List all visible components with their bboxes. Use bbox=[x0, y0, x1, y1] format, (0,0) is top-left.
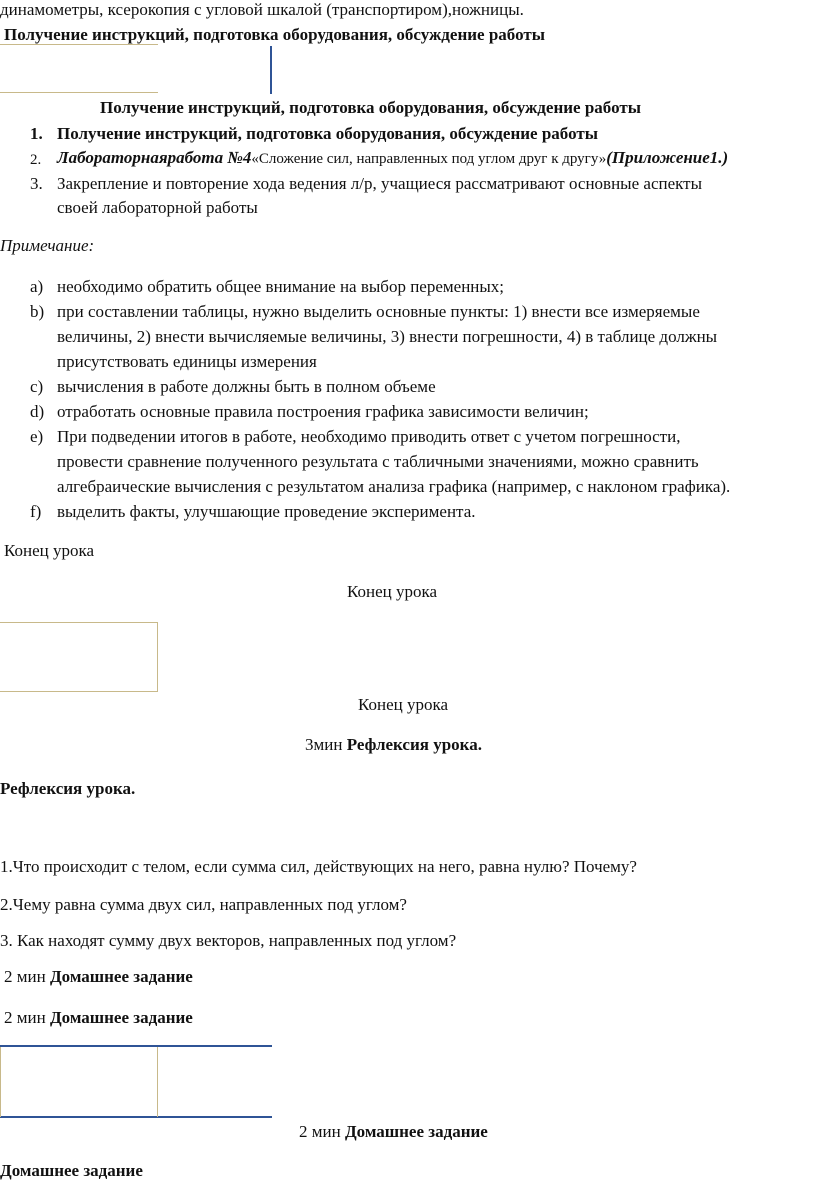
table-line-top bbox=[0, 44, 158, 45]
note-b-line-3: присутствовать единицы измерения bbox=[57, 352, 317, 371]
question-3: 3. Как находят сумму двух векторов, направленных под углом? bbox=[0, 931, 457, 950]
list-number-3: 3. bbox=[30, 174, 43, 193]
end-lesson-row-1 bbox=[4, 541, 94, 562]
table-bottom-line bbox=[0, 1116, 272, 1118]
note-letter-c: c) bbox=[30, 377, 44, 396]
note-letter-e: e) bbox=[30, 427, 44, 446]
reflection-title: Рефлексия урока. bbox=[346, 735, 482, 754]
table-top-line bbox=[0, 1045, 272, 1047]
note-a-line-1: необходимо обратить общее внимание на выбор переменных; bbox=[57, 277, 505, 296]
table-left-line bbox=[0, 1047, 1, 1117]
question-2: 2.Чему равна сумма двух сил, направленных под углом? bbox=[0, 895, 407, 914]
end-lesson-row-2 bbox=[347, 582, 437, 603]
note-b-line-2: величины, 2) внести вычисляемые величины, 3) внести погрешности, 4) в таблице должны bbox=[57, 327, 718, 346]
table-mid-line bbox=[157, 1047, 158, 1117]
note-f-line-1: выделить факты, улучшающие проведение эксперимента. bbox=[57, 502, 476, 521]
homework-row-2 bbox=[4, 1008, 193, 1029]
end-lesson-2: Конец урока bbox=[347, 582, 438, 601]
note-label: Примечание: bbox=[0, 236, 95, 255]
note-c-line-1: вычисления в работе должны быть в полном объеме bbox=[57, 377, 436, 396]
heading-1: Получение инструкций, подготовка оборудования, обсуждение работы bbox=[4, 25, 545, 44]
homework-row-3 bbox=[299, 1122, 488, 1143]
note-letter-b: b) bbox=[30, 302, 45, 321]
lab-work-topic: «Сложение сил, направленных под углом друг к другу» bbox=[251, 151, 607, 167]
appendix-ref: (Приложение1.) bbox=[606, 148, 729, 167]
note-letter-d: d) bbox=[30, 402, 45, 421]
heading-2: Получение инструкций, подготовка оборудования, обсуждение работы bbox=[100, 98, 641, 117]
table-cell bbox=[0, 622, 158, 692]
list-item-1: Получение инструкций, подготовка оборудования, обсуждение работы bbox=[57, 124, 598, 143]
table-line-vertical bbox=[270, 46, 272, 94]
top-line: динамометры, ксерокопия с угловой шкалой (транспортиром),ножницы. bbox=[0, 0, 524, 19]
heading-row-2 bbox=[100, 98, 641, 119]
list-number-1: 1. bbox=[30, 124, 43, 143]
note-letter-a: a) bbox=[30, 277, 44, 296]
reflection-time: 3мин bbox=[305, 735, 343, 754]
homework-title-3: Домашнее задание bbox=[344, 1122, 488, 1141]
homework-time-2: 2 мин bbox=[4, 1008, 46, 1027]
list-item-3-line-2: своей лабораторной работы bbox=[57, 198, 258, 217]
end-lesson-3: Конец урока bbox=[358, 695, 449, 714]
note-e-line-1: При подведении итогов в работе, необходимо приводить ответ с учетом погрешности, bbox=[57, 427, 681, 446]
note-e-line-2: провести сравнение полученного результата с табличными значениями, можно сравнить bbox=[57, 452, 699, 471]
reflection-row bbox=[305, 735, 482, 756]
homework-row-1 bbox=[4, 967, 193, 988]
note-d-line-1: отработать основные правила построения графика зависимости величин; bbox=[57, 402, 589, 421]
end-lesson-1: Конец урока bbox=[4, 541, 95, 560]
note-e-line-3: алгебраические вычисления с результатом анализа графика (например, с наклоном графика). bbox=[57, 477, 731, 496]
list-item-3-line-1: Закрепление и повторение хода ведения л/р, учащиеся рассматривают основные аспекты bbox=[57, 174, 703, 193]
note-b-line-1: при составлении таблицы, нужно выделить основные пункты: 1) внести все измеряемые bbox=[57, 302, 700, 321]
lab-work-title: Лабораторнаяработа №4 bbox=[57, 148, 252, 167]
heading-row-1 bbox=[4, 25, 545, 46]
homework-title-1: Домашнее задание bbox=[49, 967, 193, 986]
reflection-heading: Рефлексия урока. bbox=[0, 779, 136, 798]
homework-heading: Домашнее задание bbox=[0, 1161, 143, 1180]
homework-title-2: Домашнее задание bbox=[49, 1008, 193, 1027]
homework-time-1: 2 мин bbox=[4, 967, 46, 986]
list-item-2 bbox=[57, 148, 728, 169]
homework-time-3: 2 мин bbox=[299, 1122, 341, 1141]
table-line-bottom bbox=[0, 92, 158, 93]
note-letter-f: f) bbox=[30, 502, 42, 521]
question-1: 1.Что происходит с телом, если сумма сил, действующих на него, равна нулю? Почему? bbox=[0, 857, 637, 876]
list-number-2: 2. bbox=[30, 152, 42, 168]
